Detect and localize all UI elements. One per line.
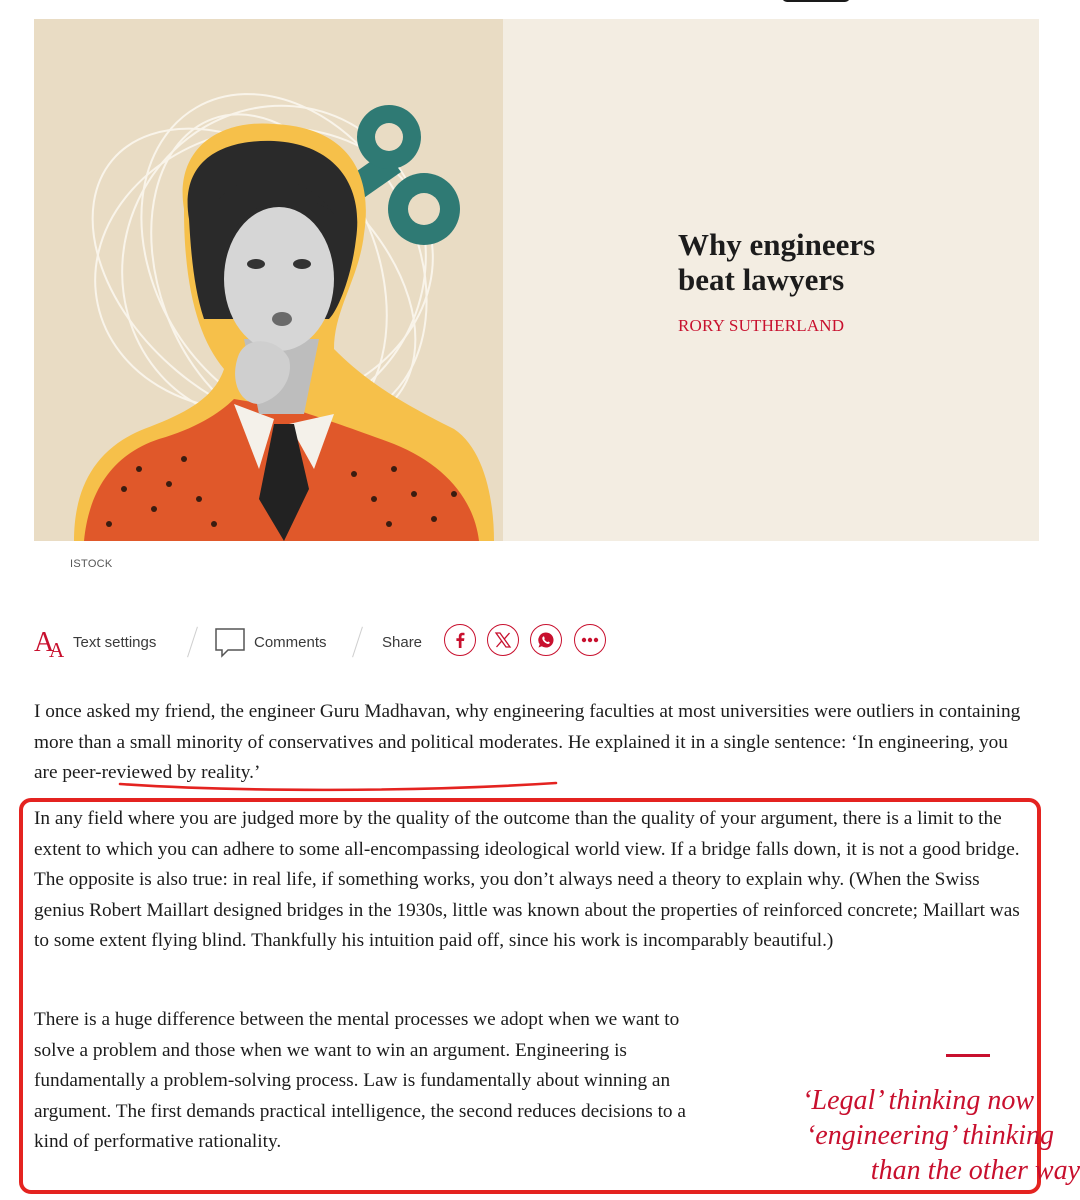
pullquote-line-1: ‘Legal’ thinking now [802, 1085, 1034, 1116]
top-pill-button[interactable] [782, 0, 850, 2]
paragraph-2: In any field where you are judged more by the quality of the outcome than the quality of your argument, there is a limit to the extent to which you can adhere to some all-encompassing ideological world view. If a bridge falls down, it is not a good bridge. The opposite is also true: in real life, if something works, you don’t always need a theory to explain why. (When the Swiss genius Robert Maillart designed bridges in the 1930s, little was known about the properties of reinforced concrete; Maillart was to some extent flying blind. Thankfully his intuition paid off, since his work is incomparably beautiful.) [34, 808, 1020, 951]
text-settings-label: Text settings [73, 633, 157, 651]
facebook-icon [452, 632, 468, 648]
paragraph-3: There is a huge difference between the mental processes we adopt when we want to solve a problem and those when we want to win an argument. Engineering is fundamentally a problem-solving process. Law is fundamentally about winning an argument. The first demands practical intelligence, the second reduces decisions to a kind of performative rationality. [34, 1009, 686, 1152]
pullquote-rule [946, 1054, 990, 1057]
share-label: Share [382, 633, 423, 651]
x-icon [495, 632, 511, 648]
text-settings-button[interactable] [34, 622, 156, 662]
pullquote [762, 1083, 1080, 1193]
comment-icon [214, 626, 246, 658]
peer-reviewed-quote: ‘In engineering, you are peer-reviewed by reality.’ [34, 731, 1008, 783]
article-title [678, 227, 1008, 297]
illustration-woman-with-wind-up-key [34, 19, 503, 541]
pullquote-line-3: than the other way [870, 1155, 1080, 1186]
comments-label: Comments [254, 633, 327, 651]
pullquote-line-2: ‘engineering’ thinking [805, 1120, 1054, 1151]
comments-button[interactable] [214, 622, 327, 662]
article-title-line2: beat lawyers [678, 262, 845, 297]
share-facebook-button[interactable] [444, 624, 476, 656]
share-more-button[interactable] [574, 624, 606, 656]
share-whatsapp-button[interactable] [530, 624, 562, 656]
article-title-line1: Why engineers [678, 227, 876, 262]
paragraph-1 [34, 697, 1029, 789]
article-toolbar [34, 622, 674, 662]
hero-illustration [34, 19, 503, 541]
text-size-icon: A A [34, 627, 65, 662]
article-author[interactable]: RORY SUTHERLAND [678, 316, 845, 335]
share-x-button[interactable] [487, 624, 519, 656]
toolbar-divider [352, 627, 363, 658]
top-edge [0, 0, 1067, 6]
image-credit: ISTOCK [70, 558, 113, 570]
whatsapp-icon [537, 631, 555, 649]
quote-underline-annotation [118, 780, 558, 794]
more-icon [581, 637, 599, 643]
toolbar-divider [187, 627, 198, 658]
hero-title-panel [503, 19, 1039, 541]
paragraph-1-text: I once asked my friend, the engineer Guru Madhavan, why engineering faculties at most universities were outliers in containing more than a small minority of conservatives and political moderates. He explained it in a single sentence: [34, 701, 1021, 753]
article-hero [34, 19, 1039, 541]
